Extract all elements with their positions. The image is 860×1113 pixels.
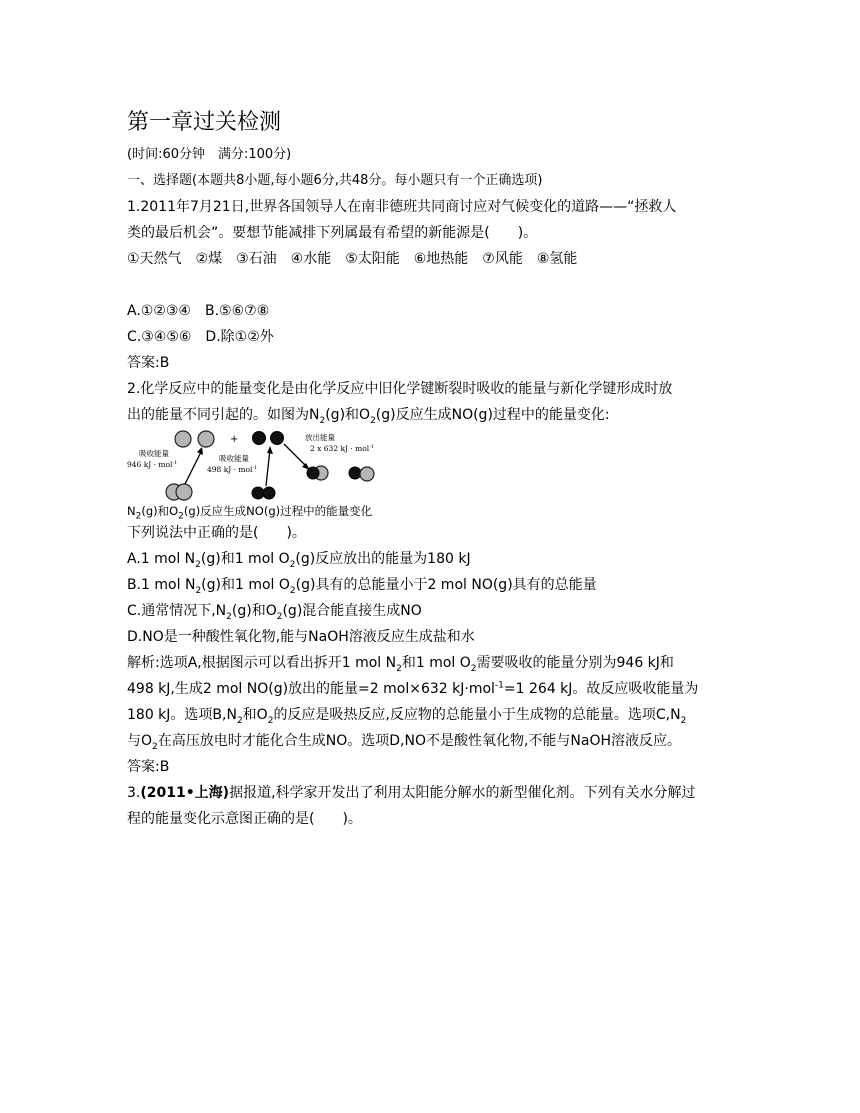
n-atom-top-2 [198, 431, 214, 447]
n-atom-bottom-2 [176, 484, 192, 500]
plus-sign: + [230, 434, 239, 445]
q1-options-ab: A.①②③④ B.⑤⑥⑦⑧ [127, 303, 270, 319]
q2-analysis-line-4: 与$O_2$在高压放电时才能化合生成NO。选项D,NO不是酸性氧化物,不能与NaOH溶液反应。 [127, 733, 682, 752]
figure-caption: $N_2(g)$和$O_2(g)$反应生成NO(g)过程中的能量变化 [127, 504, 373, 522]
q2-question: 下列说法中正确的是( )。 [127, 525, 306, 541]
q1-stem-line-2: 类的最后机会”。要想节能减排下列属最有希望的新能源是( )。 [127, 225, 538, 241]
q2-answer: 答案:B [127, 759, 170, 775]
section-heading: 一、选择题(本题共8小题,每小题6分,共48分。每小题只有一个正确选项) [127, 173, 543, 188]
q1-options-cd: C.③④⑤⑥ D.除①②外 [127, 329, 274, 345]
blank-line [127, 272, 747, 298]
o-atom-top-2 [271, 432, 284, 445]
no-n-atom-2 [360, 467, 374, 481]
q3-stem-line-1: 3.(2011•上海)据报道,科学家开发出了利用太阳能分解水的新型催化剂。下列有关水分解过 [127, 785, 696, 801]
no-o-atom-1 [307, 467, 319, 479]
q3-source: (2011•上海) [140, 785, 230, 801]
page-title: 第一章过关检测 [127, 110, 282, 135]
q2-stem-line-2: 出的能量不同引起的。如图为$N_2(g)$和$O_2(g)$反应生成NO(g)过程中的能量变化: [127, 407, 610, 426]
no-o-atom-2 [349, 467, 361, 479]
q2-option-c: C.通常情况下$,N_2(g)$和$O_2(g)$混合能直接生成NO [127, 603, 422, 622]
release-label: 放出能量 [305, 433, 335, 442]
q2-analysis-line-1: 解析:选项A,根据图示可以看出拆开1 mol $N_2$和1 mol $O_2$需要吸收的能量分别为946 kJ和 [127, 655, 674, 674]
document-page [127, 108, 747, 832]
o-atom-bottom-2 [263, 487, 275, 499]
q2-option-d: D.NO是一种酸性氧化物,能与NaOH溶液反应生成盐和水 [127, 629, 475, 645]
absorb-value-1: 946 kJ · mol$^{-1}$ [127, 460, 178, 469]
arrow-absorb-2 [266, 449, 270, 486]
absorb-label-2: 吸收能量 [219, 454, 249, 463]
q1-items: ①天然气 ②煤 ③石油 ④水能 ⑤太阳能 ⑥地热能 ⑦风能 ⑧氢能 [127, 251, 578, 267]
n-atom-top-1 [175, 431, 191, 447]
q3-stem-line-2: 程的能量变化示意图正确的是( )。 [127, 811, 362, 827]
arrow-release [284, 444, 307, 467]
arrow-absorb-2-head [267, 446, 273, 454]
q2-analysis-line-2: 498 kJ,生成2 mol NO(g)放出的能量=2 mol×632 kJ·mol$^{-1}$=1 264 kJ。故反应吸收能量为 [127, 680, 699, 697]
absorb-label-1: 吸收能量 [139, 449, 169, 458]
energy-diagram-figure [127, 430, 397, 502]
q2-analysis-line-3: 180 kJ。选项$B,N_2$和$O_2$的反应是吸热反应,反应物的总能量小于生成物的总能量。选项$C,N_2$ [127, 707, 687, 726]
energy-diagram [127, 430, 397, 502]
q2-stem-line-1: 2.化学反应中的能量变化是由化学反应中旧化学键断裂时吸收的能量与新化学键形成时放 [127, 381, 673, 397]
o-atom-top-1 [253, 432, 266, 445]
o-atom-bottom-1 [252, 487, 264, 499]
release-value: 2 x 632 kJ · mol$^{-1}$ [310, 444, 375, 453]
q2-option-a: A.1 mol $N_2(g)$和1 mol $O_2(g)$反应放出的能量为180 kJ [127, 551, 471, 570]
q1-answer: 答案:B [127, 355, 170, 371]
time-limit-line: (时间:60分钟 满分:100分) [127, 147, 292, 162]
arrow-absorb-1 [185, 450, 202, 484]
q1-stem-line-1: 1.2011年7月21日,世界各国领导人在南非德班共同商讨应对气候变化的道路——“拯救人 [127, 199, 677, 215]
q2-option-b: B.1 mol $N_2(g)$和1 mol $O_2(g)$具有的总能量小于2 mol NO(g)具有的总能量 [127, 577, 597, 596]
absorb-value-2: 498 kJ · mol$^{-1}$ [207, 465, 258, 474]
